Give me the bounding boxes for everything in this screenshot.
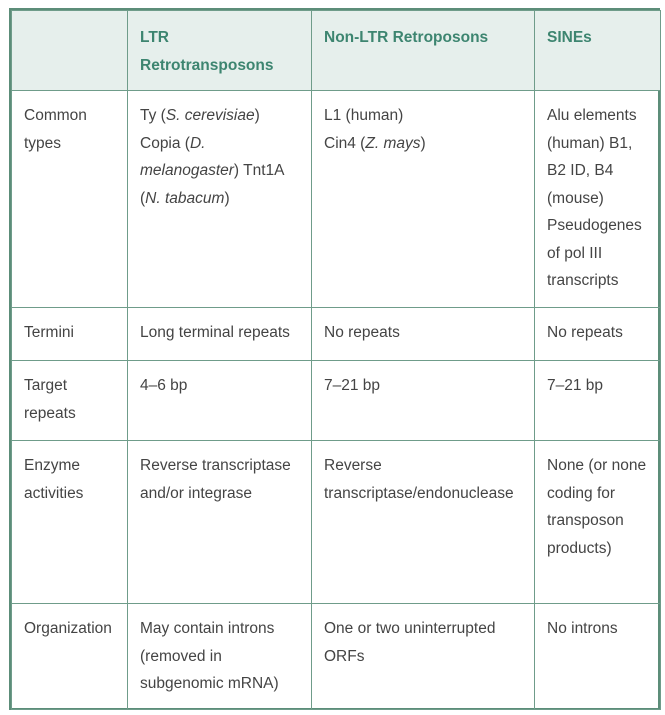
header-cell-empty (12, 11, 128, 91)
table-header (12, 11, 661, 91)
cell-termini-nonltr: No repeats (312, 308, 535, 361)
header-row (12, 11, 661, 91)
header-cell-nonltr: Non-LTR Retroposons (312, 11, 535, 91)
cell-enzyme-activities-ltr: Reverse transcriptase and/or integrase (128, 441, 312, 604)
ltr-type-line: Copia (D. melanogaster) (140, 134, 240, 179)
nonltr-type-line: Cin4 (Z. mays) (324, 134, 426, 152)
table-row-common-types (12, 91, 661, 308)
cell-organization-ltr: May contain introns (removed in subgenomic mRNA) (128, 604, 312, 710)
comparison-table (11, 10, 661, 710)
cell-common-types-sines: Alu elements (human) B1, B2 ID, B4 (mouse) Pseudogenes of pol III transcripts (535, 91, 661, 308)
cell-organization-nonltr: One or two uninterrupted ORFs (312, 604, 535, 710)
table-row-termini (12, 308, 661, 361)
ltr-type-line: Ty (S. cerevisiae) (140, 107, 260, 124)
comparison-table-wrapper (9, 8, 660, 710)
ltr-type-line: Tnt1A (N. tabacum) (140, 162, 284, 207)
cell-termini-ltr: Long terminal repeats (128, 308, 312, 361)
cell-enzyme-activities-sines: None (or none coding for transposon products) (535, 441, 661, 604)
table-row-target-repeats (12, 361, 661, 441)
cell-termini-sines: No repeats (535, 308, 661, 361)
cell-enzyme-activities-nonltr: Reverse transcriptase/endonuclease (312, 441, 535, 604)
cell-target-repeats-nonltr: 7–21 bp (312, 361, 535, 441)
nonltr-type-line: L1 (human) (324, 107, 404, 124)
cell-target-repeats-ltr: 4–6 bp (128, 361, 312, 441)
row-label-common-types: Common types (12, 91, 128, 308)
header-cell-ltr: LTR Retrotransposons (128, 11, 312, 91)
cell-common-types-nonltr (312, 91, 535, 308)
row-label-target-repeats: Target repeats (12, 361, 128, 441)
row-label-termini: Termini (12, 308, 128, 361)
table-row-organization (12, 604, 661, 710)
table-body (12, 91, 661, 710)
header-cell-sines: SINEs (535, 11, 661, 91)
cell-common-types-ltr (128, 91, 312, 308)
row-label-organization: Organization (12, 604, 128, 710)
cell-target-repeats-sines: 7–21 bp (535, 361, 661, 441)
table-row-enzyme-activities (12, 441, 661, 604)
cell-organization-sines: No introns (535, 604, 661, 710)
row-label-enzyme-activities: Enzyme activities (12, 441, 128, 604)
